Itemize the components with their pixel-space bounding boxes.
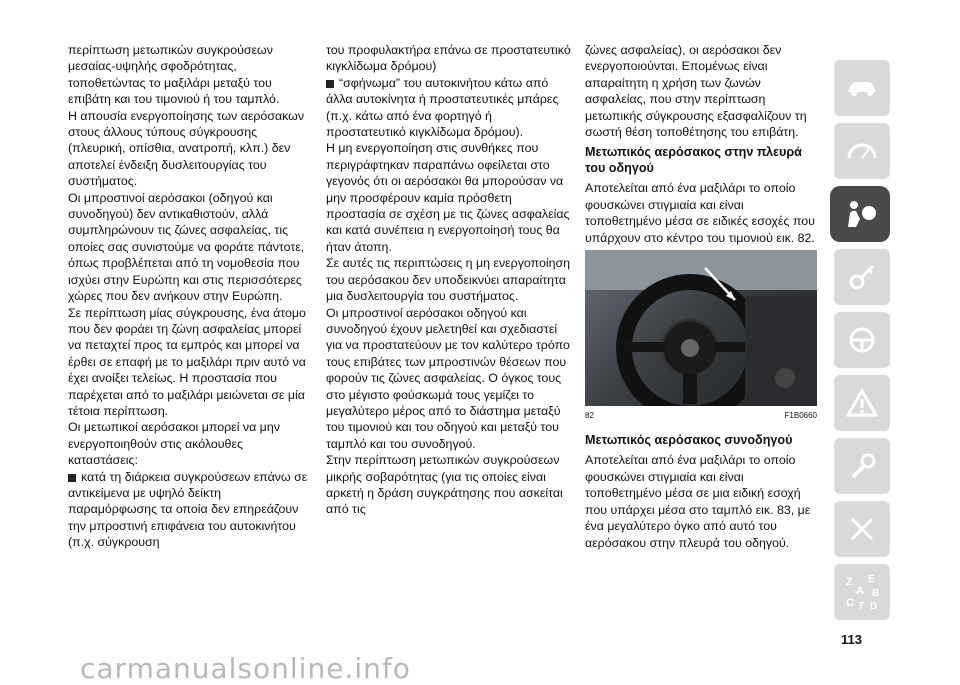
- tab-key[interactable]: [834, 249, 890, 305]
- column-2: [326, 42, 571, 518]
- wrench-icon: [847, 451, 877, 481]
- paragraph: Αποτελείται από ένα μαξιλάρι το οποίο φουσκώνει στιγμιαία και είναι τοποθετημένο μέσα σε μια ειδική εσοχή που υπάρχει μέσα στο ταμπλό εικ. 83, με ένα μεγαλύτερο όγκο από αυτό του αερόσακου στην πλευρά του οδηγού.: [585, 453, 811, 550]
- tools-icon: [847, 514, 877, 544]
- column-1: [68, 42, 313, 551]
- section-heading: Μετωπικός αερόσακος στην πλευρά του οδηγού: [585, 145, 802, 176]
- paragraph: Στην περίπτωση μετωπικών συγκρούσεων μικρής σοβαρότητας (για τις οποίες είναι αρκετή η δράση συγκράτησης που ασκείται από τις: [326, 453, 563, 517]
- index-letter: C: [846, 597, 854, 609]
- paragraph: περίπτωση μετωπικών συγκρούσεων μεσαίας-υψηλής σφοδρότητας, τοποθετώντας το μαξιλάρι μεταξύ του επιβάτη και του τιμονιού ή του ταμπλό.: [68, 43, 280, 107]
- paragraph: Η μη ενεργοποίηση στις συνθήκες που περιγράφτηκαν παραπάνω οφείλεται στο γεγονός ότι οι αερόσακοι θα μπορούσαν να μην προσφέρουν καμία πρόσθετη προστασία σε σχέση με τις ζώνες ασφαλείας και κατά συνέπεια η ενεργοποίησή τους θα ήταν άτοπη.: [326, 141, 570, 254]
- paragraph: Σε αυτές τις περιπτώσεις η μη ενεργοποίηση του αερόσακου δεν υποδεικνύει απαραίτητα μια δυσλειτουργία του συστήματος.: [326, 256, 571, 304]
- paragraph: ζώνες ασφαλείας), οι αερόσακοι δεν ενεργοποιούνται. Επομένως είναι απαραίτητη η χρήση των ζωνών ασφαλείας, που στην περίπτωση μετωπικής σύγκρουσης εξασφαλίζουν τη σωστή θέση τοποθέτησης του επιβάτη.: [585, 43, 807, 140]
- section-heading: Μετωπικός αερόσακος συνοδηγού: [585, 433, 793, 448]
- tab-steering[interactable]: [834, 312, 890, 368]
- tab-car[interactable]: [834, 60, 890, 116]
- steering-wheel-figure: [585, 250, 817, 406]
- steering-wheel-illustration: [585, 250, 817, 406]
- paragraph: Σε περίπτωση μίας σύγκρουσης, ένα άτομο που δεν φοράει τη ζώνη ασφαλείας μπορεί να πεταχτεί προς τα εμπρός και μπορεί να έρθει σε επαφή με το μαξιλάρι πριν αυτό να έχει ανοίξει τελείως. Η προστασία που παρέχεται από το μαξιλάρι μειώνεται σε μία τέτοια περίπτωση.: [68, 305, 306, 418]
- index-letter: Z: [846, 576, 853, 588]
- bullet-item: “σφήνωμα” του αυτοκινήτου κάτω από άλλα αυτοκίνητα ή προστατευτικές μπάρες (π.χ. κάτω από ένα φορτηγό ή προστατευτικό κιγκλίδωμα δρόμου).: [326, 75, 571, 141]
- bullet-item: κατά τη διάρκεια συγκρούσεων επάνω σε αντικείμενα με υψηλό δείκτη παραμόρφωσης τα οποία δεν επηρεάζουν την μπροστινή επιφάνεια του αυτοκινήτου (π.χ. σύγκρουση: [68, 469, 313, 551]
- index-letter: E: [868, 574, 875, 585]
- paragraph: Αποτελείται από ένα μαξιλάρι το οποίο φουσκώνει στιγμιαία και είναι τοποθετημένο μέσα σε ειδικές εσοχές που υπάρχουν στο κέντρο του τιμονιού εικ. 82.: [585, 181, 815, 245]
- index-letter: B: [872, 588, 880, 599]
- paragraph: Οι μετωπικοί αερόσακοι μπορεί να μην ενεργοποιηθούν στις ακόλουθες καταστάσεις:: [68, 420, 280, 468]
- airbag-icon: [842, 199, 878, 229]
- paragraph: Οι μπροστινοί αερόσακοι (οδηγού και συνοδηγού) δεν αντικαθιστούν, αλλά συμπληρώνουν τις ζώνες ασφαλείας, τις οποίες σας συνιστούμε να φοράτε πάντοτε, όπως προβλέπεται από τη νομοθεσία που ισχύει στην Ευρώπη και στις περισσότερες χώρες που δεν ανήκουν στην Ευρώπη.: [68, 190, 305, 304]
- tab-index[interactable]: [834, 564, 890, 620]
- steering-icon: [847, 325, 877, 355]
- tab-dashboard[interactable]: [834, 123, 890, 179]
- figure-caption: [585, 408, 817, 424]
- key-icon: [847, 262, 877, 292]
- tab-airbag[interactable]: [830, 186, 890, 242]
- paragraph: Η απουσία ενεργοποίησης των αερόσακων στους άλλους τύπους σύγκρουσης (πλευρική, οπίσθια, ανατροπή, κλπ.) δεν αποτελεί ένδειξη δυσλειτουργίας του συστήματος.: [68, 108, 305, 189]
- paragraph: Οι μπροστινοί αερόσακοι οδηγού και συνοδηγού έχουν μελετηθεί και σχεδιαστεί για να προστατεύουν με τον καλύτερο τρόπο τους επιβάτες των μπροστινών θέσεων που φορούν τις ζώνες ασφαλείας. Ο όγκος τους στο μέγιστο φούσκωμά τους γεμίζει το μεγαλύτερο μέρος από το διάστημα μεταξύ του τιμονιού και του οδηγού και μεταξύ του ταμπλό και του συνοδηγού.: [326, 305, 570, 451]
- index-icon: [842, 572, 882, 612]
- tab-warning[interactable]: [834, 375, 890, 431]
- car-icon: [845, 77, 879, 99]
- figure-number: 82: [585, 411, 594, 421]
- index-letter: A: [856, 585, 864, 597]
- column-3: [585, 42, 817, 551]
- figure-code: F1B0660: [784, 411, 817, 421]
- watermark: carmanualsonline.info: [80, 652, 411, 685]
- chapter-tabs: [830, 60, 892, 627]
- index-letter: D: [870, 601, 878, 612]
- tab-wrench[interactable]: [834, 438, 890, 494]
- index-letter: T: [858, 601, 865, 612]
- dashboard-icon: [845, 140, 879, 162]
- page-number: 113: [841, 632, 862, 647]
- tab-tools[interactable]: [834, 501, 890, 557]
- paragraph: του προφυλακτήρα επάνω σε προστατευτικό κιγκλίδωμα δρόμου): [326, 43, 571, 74]
- warning-icon: [846, 388, 878, 418]
